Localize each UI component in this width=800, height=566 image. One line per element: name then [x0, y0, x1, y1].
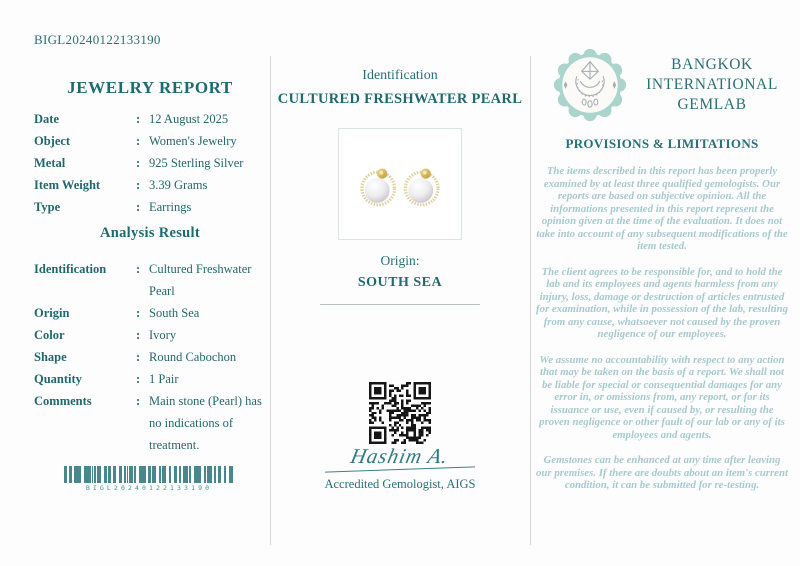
field-label: Color — [34, 328, 65, 342]
report-title: JEWELRY REPORT — [67, 78, 233, 97]
lab-name-line3: GEMLAB — [677, 96, 747, 114]
field-label: Quantity — [34, 372, 82, 386]
field-label: Metal — [34, 156, 66, 170]
lab-name-line2: INTERNATIONAL — [646, 75, 778, 93]
provision-paragraph-3: We assume no accountability with respect to any action that may be taken on the basis of a report. We shall not be liable for special or consequential damages for any error in, or omissions from, any report, or for its issuance or use, even if caused by, or resulting the proven negligence or other fault of our lab or any of its employees and agents. — [539, 353, 785, 441]
provision-paragraph-1: The items described in this report has been properly examined by at least three qualified gemologists. Our reports are based on subjective opinion. All the informations presented in this report represent the opinion given at the time of the evaluation. It does not take into account of any subsequent modifications of the item tested. — [536, 165, 788, 252]
field-value: Round Cabochon — [149, 350, 237, 364]
field-value: 1 Pair — [149, 372, 179, 386]
origin-label: Origin: — [380, 253, 420, 268]
report-number: BIGL20240122133190 — [34, 32, 161, 47]
gemlab-logo-icon — [551, 46, 629, 124]
field-colon: : — [136, 328, 141, 342]
barcode-bars — [64, 466, 234, 483]
field-colon: : — [136, 372, 141, 386]
field-value: Women's Jewelry — [149, 134, 237, 148]
field-row-color — [34, 324, 266, 346]
lab-name-line1: BANGKOK — [671, 55, 753, 73]
provision-paragraph-4: Gemstones can be enhanced at any time after leaving our premises. If there are doubts about an item's current condition, it can be submitted for re-testing. — [536, 454, 788, 491]
gemologist-signature: Hashim A. — [348, 444, 452, 468]
field-label: Date — [34, 112, 59, 126]
field-value: 12 August 2025 — [149, 112, 229, 126]
lab-name — [637, 55, 787, 115]
field-colon: : — [136, 200, 141, 214]
field-row-origin — [34, 302, 266, 324]
field-value: Earrings — [149, 200, 192, 214]
field-row-item-weight — [34, 174, 266, 196]
field-colon: : — [136, 350, 141, 364]
pearl-earrings-illustration — [344, 137, 456, 231]
field-value: Ivory — [149, 328, 177, 342]
field-label: Shape — [34, 350, 67, 364]
identification-heading: Identification — [362, 68, 438, 83]
field-row-identification — [34, 258, 266, 302]
identification-result: CULTURED FRESHWATER PEARL — [277, 91, 523, 107]
signature-block — [316, 444, 484, 492]
provision-paragraph-2: The client agrees to be responsible for, and to hold the lab and its employees and agents harmless from any injury, loss, damage or destruction of articles entrusted for examination, while in possession of the lab, resulting from any cause, whatsoever not caused by the proven negligence of our employees. — [536, 265, 788, 340]
field-value: 3.39 Grams — [149, 178, 208, 192]
field-colon: : — [136, 156, 141, 170]
signatory-title: Accredited Gemologist, AIGS — [324, 477, 476, 491]
field-colon: : — [136, 112, 141, 126]
analysis-result-title: Analysis Result — [100, 225, 200, 241]
report-fields — [34, 108, 266, 218]
field-label: Object — [34, 134, 71, 148]
field-row-object — [34, 130, 266, 152]
field-value: Cultured Freshwater Pearl — [149, 262, 252, 298]
qr-code — [369, 382, 431, 444]
barcode-text: BIGL20240122133190 — [85, 484, 213, 492]
field-colon: : — [136, 134, 141, 148]
field-colon: : — [136, 262, 141, 276]
report-details-column — [34, 32, 266, 456]
field-colon: : — [136, 394, 141, 408]
origin-divider — [320, 304, 480, 305]
jewelry-photo — [338, 128, 462, 240]
field-row-shape — [34, 346, 266, 368]
field-label: Item Weight — [34, 178, 101, 192]
field-row-type — [34, 196, 266, 218]
origin-value: SOUTH SEA — [357, 275, 443, 290]
field-row-date — [34, 108, 266, 130]
field-label: Identification — [34, 262, 107, 276]
field-value: Main stone (Pearl) has no indications of treatment. — [149, 394, 262, 452]
field-colon: : — [136, 178, 141, 192]
field-colon: : — [136, 306, 141, 320]
provisions-title: PROVISIONS & LIMITATIONS — [565, 136, 759, 151]
identification-column — [271, 68, 529, 305]
field-label: Origin — [34, 306, 70, 320]
field-value: 925 Sterling Silver — [149, 156, 244, 170]
field-row-comments — [34, 390, 266, 456]
lab-header — [531, 46, 793, 124]
field-label: Comments — [34, 394, 92, 408]
field-value: South Sea — [149, 306, 200, 320]
field-row-quantity — [34, 368, 266, 390]
field-label: Type — [34, 200, 61, 214]
field-row-metal — [34, 152, 266, 174]
lab-info-column — [531, 46, 793, 492]
barcode — [64, 466, 234, 492]
analysis-fields — [34, 258, 266, 456]
